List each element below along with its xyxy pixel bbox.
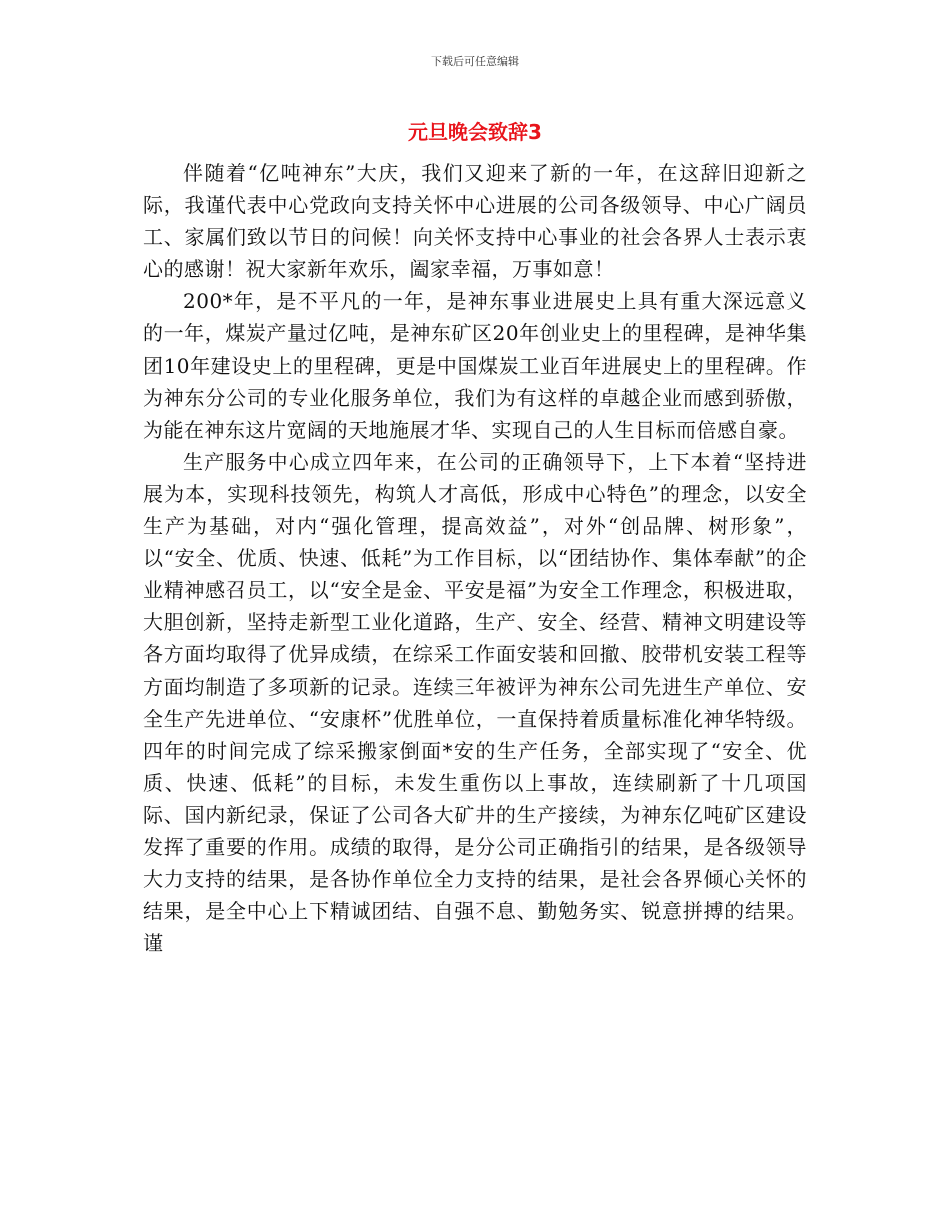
paragraph: 200*年，是不平凡的一年，是神东事业进展史上具有重大深远意义的一年，煤炭产量过亿吨，是神东矿区20年创业史上的里程碑，是神华集团10年建设史上的里程碑，更是中国煤炭工业百年进展史上的里程碑。作为神东分公司的专业化服务单位，我们为有这样的卓越企业而感到骄傲，为能在神东这片宽阔的天地施展才华、实现自己的人生目标而倍感自豪。	[143, 289, 807, 442]
paragraph: 伴随着“亿吨神东”大庆，我们又迎来了新的一年，在这辞旧迎新之际，我谨代表中心党政向支持关怀中心进展的公司各级领导、中心广阔员工、家属们致以节日的问候！向关怀支持中心事业的社会各界人士表示衷心的感谢！祝大家新年欢乐，阖家幸福，万事如意！	[143, 161, 807, 282]
document-title: 元旦晚会致辞3	[408, 120, 542, 144]
paragraph: 生产服务中心成立四年来，在公司的正确领导下，上下本着“坚持进展为本，实现科技领先，构筑人才高低，形成中心特色”的理念，以安全生产为基础，对内“强化管理，提高效益”，对外“创品牌、树形象”，以“安全、优质、快速、低耗”为工作目标，以“团结协作、集体奉献”的企业精神感召员工，以“安全是金、平安是福”为安全工作理念，积极进取，大胆创新，坚持走新型工业化道路，生产、安全、经营、精神文明建设等各方面均取得了优异成绩，在综采工作面安装和回撤、胶带机安装工程等方面均制造了多项新的记录。连续三年被评为神东公司先进生产单位、安全生产先进单位、“安康杯”优胜单位，一直保持着质量标准化神华特级。四年的时间完成了综采搬家倒面*安的生产任务，全部实现了“安全、优质、快速、低耗”的目标，未发生重伤以上事故，连续刷新了十几项国际、国内新纪录，保证了公司各大矿井的生产接续，为神东亿吨矿区建设发挥了重要的作用。成绩的取得，是分公司正确指引的结果，是各级领导大力支持的结果，是各协作单位全力支持的结果，是社会各界倾心关怀的结果，是全中心上下精诚团结、自强不息、勤勉务实、锐意拼搏的结果。谨	[143, 449, 807, 956]
document-body	[143, 157, 807, 959]
header-note: 下载后可任意编辑	[431, 55, 519, 68]
